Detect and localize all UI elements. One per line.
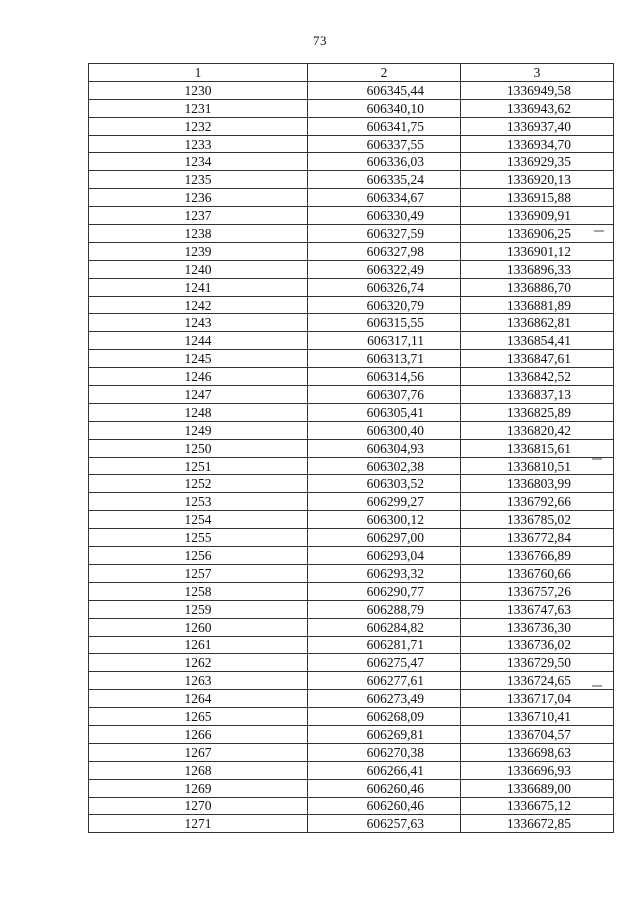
x-coordinate-cell: 606313,71 xyxy=(308,350,461,368)
table-row xyxy=(89,314,614,332)
table-row xyxy=(89,511,614,529)
x-coordinate-cell: 606314,56 xyxy=(308,368,461,386)
x-coordinate-cell: 606290,77 xyxy=(308,582,461,600)
y-coordinate-cell: 1336862,81 xyxy=(461,314,614,332)
y-coordinate-cell: 1336760,66 xyxy=(461,564,614,582)
point-number-cell: 1230 xyxy=(89,81,308,99)
point-number-cell: 1234 xyxy=(89,153,308,171)
column-header-2: 2 xyxy=(308,64,461,82)
y-coordinate-cell: 1336672,85 xyxy=(461,815,614,833)
x-coordinate-cell: 606327,98 xyxy=(308,242,461,260)
x-coordinate-cell: 606304,93 xyxy=(308,439,461,457)
table-row xyxy=(89,117,614,135)
table-row xyxy=(89,332,614,350)
x-coordinate-cell: 606307,76 xyxy=(308,386,461,404)
y-coordinate-cell: 1336847,61 xyxy=(461,350,614,368)
x-coordinate-cell: 606326,74 xyxy=(308,278,461,296)
x-coordinate-cell: 606322,49 xyxy=(308,260,461,278)
scan-mark xyxy=(592,458,602,460)
table-row xyxy=(89,779,614,797)
x-coordinate-cell: 606300,12 xyxy=(308,511,461,529)
point-number-cell: 1260 xyxy=(89,618,308,636)
x-coordinate-cell: 606337,55 xyxy=(308,135,461,153)
point-number-cell: 1231 xyxy=(89,99,308,117)
y-coordinate-cell: 1336785,02 xyxy=(461,511,614,529)
point-number-cell: 1254 xyxy=(89,511,308,529)
table-row xyxy=(89,636,614,654)
table-row xyxy=(89,225,614,243)
y-coordinate-cell: 1336792,66 xyxy=(461,493,614,511)
table-row xyxy=(89,368,614,386)
x-coordinate-cell: 606341,75 xyxy=(308,117,461,135)
y-coordinate-cell: 1336929,35 xyxy=(461,153,614,171)
x-coordinate-cell: 606284,82 xyxy=(308,618,461,636)
table-row xyxy=(89,260,614,278)
x-coordinate-cell: 606317,11 xyxy=(308,332,461,350)
table-row xyxy=(89,421,614,439)
table-row xyxy=(89,582,614,600)
point-number-cell: 1262 xyxy=(89,654,308,672)
x-coordinate-cell: 606302,38 xyxy=(308,457,461,475)
table-row xyxy=(89,815,614,833)
x-coordinate-cell: 606300,40 xyxy=(308,421,461,439)
table-row xyxy=(89,403,614,421)
table-row xyxy=(89,81,614,99)
y-coordinate-cell: 1336815,61 xyxy=(461,439,614,457)
y-coordinate-cell: 1336854,41 xyxy=(461,332,614,350)
table-row xyxy=(89,672,614,690)
x-coordinate-cell: 606275,47 xyxy=(308,654,461,672)
point-number-cell: 1258 xyxy=(89,582,308,600)
table-row xyxy=(89,386,614,404)
x-coordinate-cell: 606299,27 xyxy=(308,493,461,511)
y-coordinate-cell: 1336689,00 xyxy=(461,779,614,797)
x-coordinate-cell: 606320,79 xyxy=(308,296,461,314)
x-coordinate-cell: 606345,44 xyxy=(308,81,461,99)
point-number-cell: 1266 xyxy=(89,725,308,743)
point-number-cell: 1265 xyxy=(89,708,308,726)
y-coordinate-cell: 1336757,26 xyxy=(461,582,614,600)
y-coordinate-cell: 1336820,42 xyxy=(461,421,614,439)
table-row xyxy=(89,207,614,225)
table-row xyxy=(89,797,614,815)
y-coordinate-cell: 1336729,50 xyxy=(461,654,614,672)
x-coordinate-cell: 606260,46 xyxy=(308,779,461,797)
table-row xyxy=(89,600,614,618)
y-coordinate-cell: 1336915,88 xyxy=(461,189,614,207)
y-coordinate-cell: 1336842,52 xyxy=(461,368,614,386)
y-coordinate-cell: 1336825,89 xyxy=(461,403,614,421)
point-number-cell: 1263 xyxy=(89,672,308,690)
y-coordinate-cell: 1336906,25 xyxy=(461,225,614,243)
x-coordinate-cell: 606315,55 xyxy=(308,314,461,332)
table-row xyxy=(89,761,614,779)
table-row xyxy=(89,564,614,582)
y-coordinate-cell: 1336949,58 xyxy=(461,81,614,99)
table-row xyxy=(89,547,614,565)
y-coordinate-cell: 1336724,65 xyxy=(461,672,614,690)
point-number-cell: 1259 xyxy=(89,600,308,618)
table-row xyxy=(89,99,614,117)
table-row xyxy=(89,189,614,207)
x-coordinate-cell: 606257,63 xyxy=(308,815,461,833)
point-number-cell: 1238 xyxy=(89,225,308,243)
y-coordinate-cell: 1336766,89 xyxy=(461,547,614,565)
point-number-cell: 1236 xyxy=(89,189,308,207)
point-number-cell: 1255 xyxy=(89,529,308,547)
point-number-cell: 1242 xyxy=(89,296,308,314)
y-coordinate-cell: 1336937,40 xyxy=(461,117,614,135)
x-coordinate-cell: 606336,03 xyxy=(308,153,461,171)
point-number-cell: 1252 xyxy=(89,475,308,493)
y-coordinate-cell: 1336886,70 xyxy=(461,278,614,296)
x-coordinate-cell: 606260,46 xyxy=(308,797,461,815)
point-number-cell: 1269 xyxy=(89,779,308,797)
x-coordinate-cell: 606330,49 xyxy=(308,207,461,225)
y-coordinate-cell: 1336710,41 xyxy=(461,708,614,726)
point-number-cell: 1240 xyxy=(89,260,308,278)
table-row xyxy=(89,296,614,314)
point-number-cell: 1237 xyxy=(89,207,308,225)
page-number: 73 xyxy=(313,33,327,48)
point-number-cell: 1246 xyxy=(89,368,308,386)
point-number-cell: 1251 xyxy=(89,457,308,475)
y-coordinate-cell: 1336881,89 xyxy=(461,296,614,314)
y-coordinate-cell: 1336772,84 xyxy=(461,529,614,547)
table-row xyxy=(89,242,614,260)
x-coordinate-cell: 606281,71 xyxy=(308,636,461,654)
table-row xyxy=(89,529,614,547)
x-coordinate-cell: 606297,00 xyxy=(308,529,461,547)
table-row xyxy=(89,153,614,171)
y-coordinate-cell: 1336696,93 xyxy=(461,761,614,779)
point-number-cell: 1253 xyxy=(89,493,308,511)
point-number-cell: 1248 xyxy=(89,403,308,421)
y-coordinate-cell: 1336901,12 xyxy=(461,242,614,260)
x-coordinate-cell: 606266,41 xyxy=(308,761,461,779)
table-row xyxy=(89,457,614,475)
x-coordinate-cell: 606335,24 xyxy=(308,171,461,189)
y-coordinate-cell: 1336909,91 xyxy=(461,207,614,225)
table-row xyxy=(89,439,614,457)
point-number-cell: 1257 xyxy=(89,564,308,582)
y-coordinate-cell: 1336704,57 xyxy=(461,725,614,743)
table-row xyxy=(89,475,614,493)
x-coordinate-cell: 606327,59 xyxy=(308,225,461,243)
point-number-cell: 1268 xyxy=(89,761,308,779)
point-number-cell: 1250 xyxy=(89,439,308,457)
table-row xyxy=(89,350,614,368)
point-number-cell: 1241 xyxy=(89,278,308,296)
x-coordinate-cell: 606305,41 xyxy=(308,403,461,421)
point-number-cell: 1239 xyxy=(89,242,308,260)
table-row xyxy=(89,725,614,743)
y-coordinate-cell: 1336675,12 xyxy=(461,797,614,815)
y-coordinate-cell: 1336810,51 xyxy=(461,457,614,475)
x-coordinate-cell: 606293,32 xyxy=(308,564,461,582)
y-coordinate-cell: 1336920,13 xyxy=(461,171,614,189)
x-coordinate-cell: 606268,09 xyxy=(308,708,461,726)
x-coordinate-cell: 606288,79 xyxy=(308,600,461,618)
x-coordinate-cell: 606334,67 xyxy=(308,189,461,207)
table-row xyxy=(89,708,614,726)
y-coordinate-cell: 1336736,02 xyxy=(461,636,614,654)
point-number-cell: 1256 xyxy=(89,547,308,565)
point-number-cell: 1267 xyxy=(89,743,308,761)
x-coordinate-cell: 606270,38 xyxy=(308,743,461,761)
point-number-cell: 1245 xyxy=(89,350,308,368)
x-coordinate-cell: 606340,10 xyxy=(308,99,461,117)
point-number-cell: 1271 xyxy=(89,815,308,833)
y-coordinate-cell: 1336698,63 xyxy=(461,743,614,761)
point-number-cell: 1247 xyxy=(89,386,308,404)
y-coordinate-cell: 1336736,30 xyxy=(461,618,614,636)
point-number-cell: 1244 xyxy=(89,332,308,350)
point-number-cell: 1261 xyxy=(89,636,308,654)
point-number-cell: 1249 xyxy=(89,421,308,439)
coordinates-table xyxy=(88,63,614,833)
point-number-cell: 1270 xyxy=(89,797,308,815)
scan-mark xyxy=(592,685,602,687)
table-row xyxy=(89,493,614,511)
y-coordinate-cell: 1336837,13 xyxy=(461,386,614,404)
table-row xyxy=(89,278,614,296)
y-coordinate-cell: 1336896,33 xyxy=(461,260,614,278)
scan-mark xyxy=(594,230,604,232)
table-row xyxy=(89,618,614,636)
column-header-1: 1 xyxy=(89,64,308,82)
y-coordinate-cell: 1336803,99 xyxy=(461,475,614,493)
x-coordinate-cell: 606293,04 xyxy=(308,547,461,565)
y-coordinate-cell: 1336934,70 xyxy=(461,135,614,153)
point-number-cell: 1243 xyxy=(89,314,308,332)
x-coordinate-cell: 606269,81 xyxy=(308,725,461,743)
point-number-cell: 1264 xyxy=(89,690,308,708)
table-row xyxy=(89,171,614,189)
x-coordinate-cell: 606277,61 xyxy=(308,672,461,690)
x-coordinate-cell: 606303,52 xyxy=(308,475,461,493)
x-coordinate-cell: 606273,49 xyxy=(308,690,461,708)
point-number-cell: 1232 xyxy=(89,117,308,135)
y-coordinate-cell: 1336717,04 xyxy=(461,690,614,708)
table-row xyxy=(89,135,614,153)
table-row xyxy=(89,743,614,761)
table-row xyxy=(89,654,614,672)
y-coordinate-cell: 1336747,63 xyxy=(461,600,614,618)
table-row xyxy=(89,690,614,708)
column-header-3: 3 xyxy=(461,64,614,82)
y-coordinate-cell: 1336943,62 xyxy=(461,99,614,117)
point-number-cell: 1235 xyxy=(89,171,308,189)
point-number-cell: 1233 xyxy=(89,135,308,153)
table-header-row xyxy=(89,64,614,82)
